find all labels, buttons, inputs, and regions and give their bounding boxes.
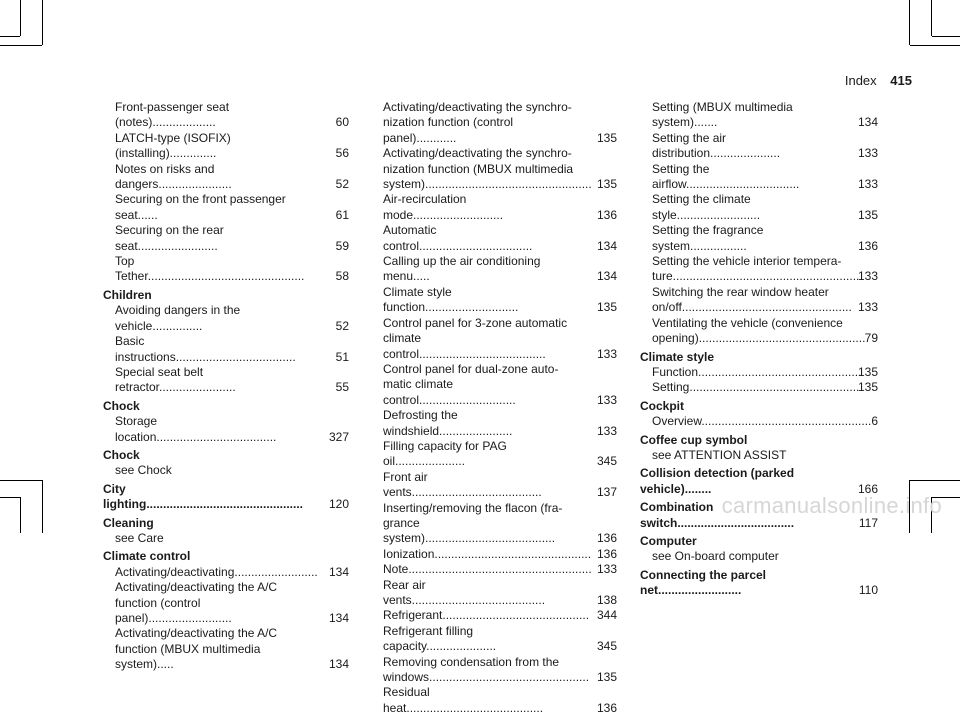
index-subentry	[640, 549, 878, 564]
index-subentry	[103, 254, 349, 285]
page-reference: 134	[328, 657, 349, 672]
page-reference: 135	[857, 364, 878, 379]
entry-text: Calling up the air conditioning menu.....	[383, 254, 541, 284]
entry-text: Securing on the rear seat........................	[115, 223, 224, 253]
entry-text: Note.......................................................	[383, 562, 592, 577]
index-subentry	[103, 131, 349, 162]
page-reference: 51	[335, 349, 349, 364]
index-heading	[640, 534, 878, 549]
page-reference: 133	[596, 392, 617, 407]
page-reference: 120	[328, 497, 349, 512]
index-subentry	[371, 578, 617, 609]
page-reference: 110	[858, 583, 878, 598]
entry-text: Activating/deactivating the A/C function (MBUX multimedia system).....	[115, 626, 278, 672]
index-subentry	[103, 223, 349, 254]
index-subentry	[640, 162, 878, 193]
entry-text: Coffee cup symbol	[640, 432, 748, 447]
index-subentry	[371, 501, 617, 547]
section-title: Index	[844, 73, 877, 88]
page-reference: 136	[596, 207, 617, 222]
index-subentry	[103, 531, 349, 546]
index-heading	[103, 448, 349, 463]
entry-text: Rear air vents........................................	[383, 577, 546, 607]
entry-text: Switching the rear window heater on/off...................................................	[652, 284, 852, 315]
index-subentry	[371, 100, 617, 146]
page-reference: 137	[596, 485, 617, 500]
entry-text: Climate style function............................	[383, 284, 519, 315]
page-reference: 344	[596, 608, 617, 623]
index-subentry	[640, 365, 878, 380]
page-reference: 327	[328, 429, 349, 444]
entry-text: Cockpit	[640, 398, 685, 413]
entry-text: Front air vents.......................................	[383, 469, 542, 500]
index-heading	[103, 482, 349, 513]
entry-text: Overview...................................................	[652, 414, 872, 429]
entry-text: Ventilating the vehicle (convenience opening)..................................................	[652, 315, 866, 346]
index-subentry	[103, 100, 349, 131]
index-subentry	[371, 470, 617, 501]
index-subentry	[371, 192, 617, 223]
entry-text: see Chock	[115, 463, 172, 478]
entry-text: Activating/deactivating the A/C function (control panel).........................	[115, 580, 278, 625]
entry-text: Top Tether...............................................	[115, 254, 305, 284]
entry-text: Climate style	[640, 349, 715, 364]
page-reference: 134	[857, 115, 878, 130]
index-column-1	[103, 100, 349, 673]
entry-text: Automatic control..................................	[383, 223, 533, 253]
index-subentry	[371, 608, 617, 623]
entry-text: Refrigerant filling capacity.....................	[383, 623, 497, 654]
page-reference: 134	[328, 564, 349, 579]
crop-mark	[0, 497, 20, 498]
entry-text: Air-recirculation mode...........................	[383, 192, 504, 222]
index-heading	[640, 399, 878, 414]
crop-mark	[0, 45, 42, 46]
entry-text: Setting...................................................	[652, 380, 860, 395]
watermark: carmanualsonline.info	[721, 493, 942, 518]
index-subentry	[103, 365, 349, 396]
page-reference: 134	[596, 269, 617, 284]
entry-text: Filling capacity for PAG oil.....................	[383, 438, 507, 469]
index-heading	[103, 516, 349, 531]
index-column-3	[640, 100, 878, 599]
entry-text: Removing condensation from the windows................................................	[383, 654, 590, 685]
page-reference: 166	[857, 481, 878, 496]
entry-text: Children	[103, 287, 152, 302]
index-subentry	[640, 285, 878, 316]
page-reference: 136	[596, 700, 617, 715]
entry-text: Setting the airflow..................................	[652, 161, 800, 192]
index-subentry	[640, 448, 878, 463]
index-subentry	[371, 655, 617, 686]
crop-mark	[910, 45, 960, 46]
entry-text: Residual heat.........................................	[383, 685, 544, 715]
index-subentry	[640, 131, 878, 162]
entry-text: Function.................................................	[652, 364, 862, 379]
index-subentry	[103, 414, 349, 445]
index-subentry	[371, 316, 617, 362]
entry-text: Setting the fragrance system.................	[652, 223, 764, 253]
page-reference: 345	[596, 454, 617, 469]
index-heading	[640, 568, 878, 599]
crop-mark	[42, 480, 43, 533]
index-subentry	[371, 439, 617, 470]
entry-text: Setting the climate style.........................	[652, 192, 761, 222]
crop-mark	[931, 0, 932, 36]
index-subentry	[103, 463, 349, 478]
crop-mark	[0, 480, 42, 481]
entry-text: Setting (MBUX multimedia system).......	[652, 100, 793, 130]
index-subentry	[640, 380, 878, 395]
page-reference: 52	[335, 318, 349, 333]
page-reference: 133	[857, 300, 878, 315]
index-subentry	[371, 562, 617, 577]
page-reference: 134	[328, 611, 349, 625]
crop-mark	[42, 0, 43, 45]
index-heading	[640, 350, 878, 365]
page-header	[845, 73, 912, 88]
crop-mark	[909, 0, 910, 45]
page-reference: 117	[858, 515, 878, 530]
page-reference: 133	[596, 346, 617, 361]
index-subentry	[371, 254, 617, 285]
page-reference: 56	[335, 146, 349, 161]
entry-text: Basic instructions....................................	[115, 334, 296, 364]
entry-text: Chock	[103, 447, 140, 462]
page-reference: 135	[596, 670, 617, 685]
entry-text: Special seat belt retractor.......................	[115, 364, 236, 395]
page-reference: 58	[335, 269, 349, 284]
index-subentry	[371, 624, 617, 655]
entry-text: Control panel for dual-zone auto- matic climate control.............................	[383, 361, 559, 407]
crop-mark	[910, 480, 960, 481]
entry-text: Inserting/removing the flacon (fra- grance system).......................................	[383, 500, 563, 546]
entry-text: Combination switch...................................	[640, 500, 795, 530]
page-reference: 52	[335, 177, 349, 192]
entry-text: Storage location....................................	[115, 414, 277, 444]
page-reference: 60	[335, 115, 349, 130]
page-reference: 61	[335, 207, 349, 222]
entry-text: Climate control	[103, 549, 191, 564]
page-reference: 135	[857, 380, 878, 395]
index-subentry	[371, 547, 617, 562]
page-reference: 133	[857, 146, 878, 161]
index-subentry	[103, 565, 349, 580]
page-reference: 135	[857, 207, 878, 222]
index-heading	[103, 288, 349, 303]
entry-text: City lighting...............................................	[103, 481, 304, 512]
entry-text: Collision detection (parked vehicle)........	[640, 466, 795, 496]
index-heading	[103, 399, 349, 414]
crop-mark	[20, 0, 21, 36]
index-subentry	[371, 285, 617, 316]
entry-text: Refrigerant............................................	[383, 608, 590, 623]
entry-text: Securing on the front passenger seat......	[115, 192, 286, 222]
entry-text: Chock	[103, 398, 140, 413]
entry-text: Defrosting the windshield......................	[383, 408, 513, 438]
index-subentry	[371, 685, 617, 716]
index-column-2	[371, 100, 617, 716]
page-reference: 138	[596, 593, 617, 607]
page-reference: 136	[596, 531, 617, 546]
page-reference: 135	[596, 300, 617, 315]
entry-text: Avoiding dangers in the vehicle...............	[115, 303, 241, 333]
entry-text: LATCH-type (ISOFIX) (installing)..............	[115, 130, 231, 161]
index-heading	[640, 433, 878, 448]
page-reference: 136	[857, 238, 878, 253]
index-subentry	[640, 192, 878, 223]
entry-text: Ionization...............................................	[383, 546, 592, 561]
entry-text: Activating/deactivating the synchro- nization function (MBUX multimedia system)..................................................	[383, 146, 592, 192]
index-subentry	[103, 162, 349, 193]
page-reference: 136	[596, 546, 617, 561]
entry-text: see Care	[115, 530, 164, 545]
index-subentry	[640, 100, 878, 131]
page-reference: 55	[335, 380, 349, 395]
page-reference: 133	[596, 562, 617, 577]
index-subentry	[103, 334, 349, 365]
index-subentry	[640, 414, 878, 429]
index-subentry	[103, 626, 349, 672]
index-subentry	[371, 362, 617, 408]
crop-mark	[20, 497, 21, 533]
entry-text: see On-board computer	[652, 549, 779, 564]
index-subentry	[640, 316, 878, 347]
page-reference: 135	[596, 130, 617, 145]
crop-mark	[932, 36, 960, 37]
page-reference: 135	[596, 177, 617, 192]
entry-text: Setting the air distribution.....................	[652, 130, 781, 161]
index-subentry	[371, 408, 617, 439]
entry-text: Connecting the parcel net.........................	[640, 567, 767, 598]
entry-text: Notes on risks and dangers......................	[115, 161, 232, 192]
index-heading	[103, 549, 349, 564]
crop-mark	[0, 36, 20, 37]
page-reference: 345	[596, 639, 617, 654]
entry-text: see ATTENTION ASSIST	[652, 447, 787, 462]
index-subentry	[103, 580, 349, 626]
entry-text: Computer	[640, 533, 697, 548]
index-subentry	[103, 192, 349, 223]
index-subentry	[640, 223, 878, 254]
entry-text: Control panel for 3-zone automatic climate control......................................	[383, 315, 568, 361]
page-reference: 6	[871, 414, 878, 429]
page-reference: 79	[864, 331, 878, 346]
entry-text: Activating/deactivating the synchro- nization function (control panel)............	[383, 100, 572, 145]
entry-text: Activating/deactivating.........................	[115, 564, 318, 579]
page-reference: 59	[335, 238, 349, 253]
page-reference: 133	[857, 269, 878, 284]
index-subentry	[371, 146, 617, 192]
page-reference: 133	[596, 423, 617, 438]
index-subentry	[103, 303, 349, 334]
entry-text: Setting the vehicle interior tempera- ture........................................................	[652, 254, 860, 284]
page-reference: 134	[596, 238, 617, 253]
page-reference: 133	[857, 177, 878, 192]
entry-text: Cleaning	[103, 515, 154, 530]
page-number: 415	[890, 73, 912, 88]
entry-text: Front-passenger seat (notes)...................	[115, 100, 230, 130]
index-subentry	[371, 223, 617, 254]
index-subentry	[640, 254, 878, 285]
